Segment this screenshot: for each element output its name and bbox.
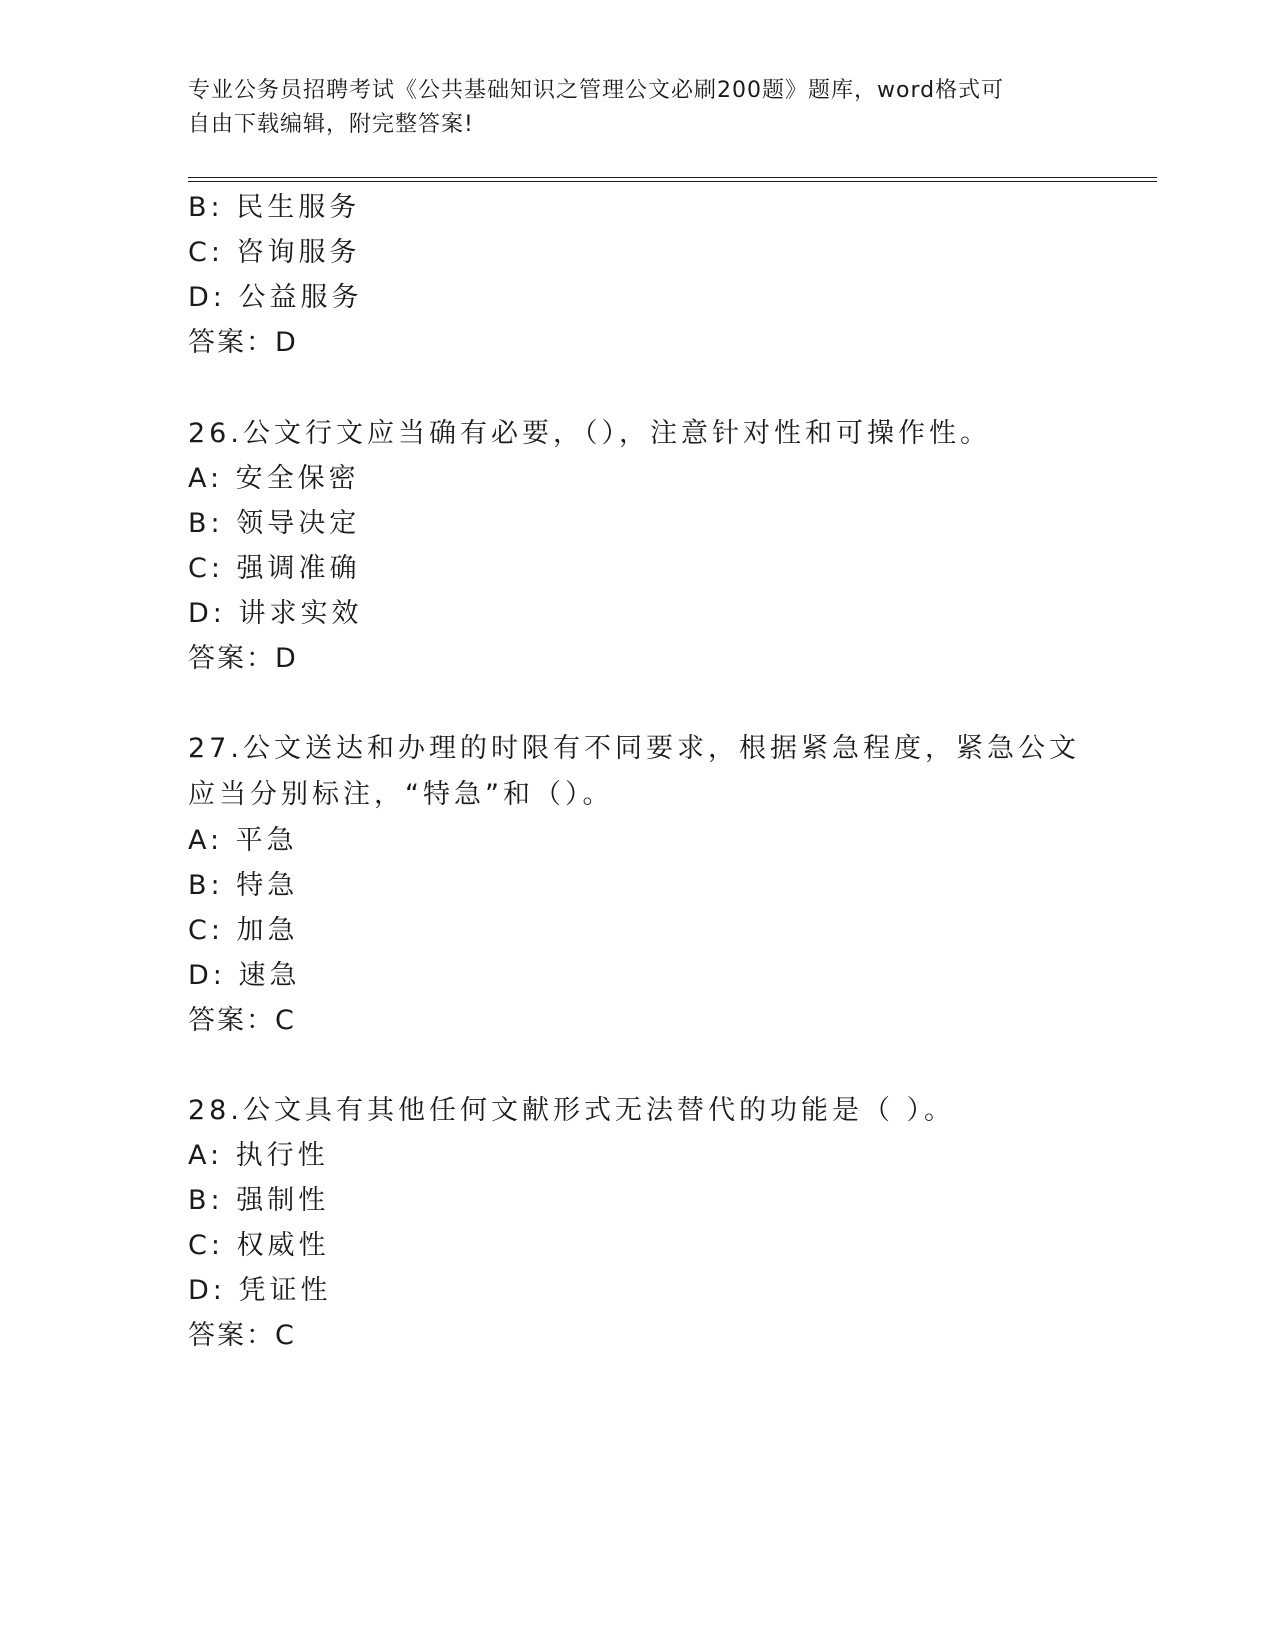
q27-answer: 答案：C: [188, 1005, 296, 1036]
q28-option-c: C: 权威性: [188, 1230, 330, 1261]
q27-option-b: B: 特急: [188, 870, 299, 901]
q27-option-a: A: 平急: [188, 825, 298, 856]
q27-option-c: C: 加急: [188, 915, 299, 946]
header-divider-top: [188, 177, 1157, 178]
q26-question: 26.公文行文应当确有必要，（），注意针对性和可操作性。: [188, 418, 991, 449]
q26-option-b: B: 领导决定: [188, 508, 361, 539]
q25-option-c: C: 咨询服务: [188, 237, 361, 268]
q28-option-d: D: 凭证性: [188, 1275, 332, 1306]
header-line-1: 专业公务员招聘考试《公共基础知识之管理公文必刷200题》题库，word格式可: [188, 78, 1005, 103]
q25-option-d: D: 公益服务: [188, 282, 363, 313]
q28-answer: 答案：C: [188, 1320, 296, 1351]
q26-option-a: A: 安全保密: [188, 463, 360, 494]
q26-answer: 答案：D: [188, 643, 298, 674]
document-header: [188, 74, 1088, 142]
q26-option-c: C: 强调准确: [188, 553, 361, 584]
q26-option-d: D: 讲求实效: [188, 598, 363, 629]
q28-option-a: A: 执行性: [188, 1140, 329, 1171]
q27-option-d: D: 速急: [188, 960, 301, 991]
q25-answer: 答案：D: [188, 327, 298, 358]
header-divider-bottom: [188, 181, 1157, 182]
q28-option-b: B: 强制性: [188, 1185, 330, 1216]
q27-question: 27.公文送达和办理的时限有不同要求，根据紧急程度，紧急公文应当分别标注，“特急”和（）。: [188, 733, 1080, 810]
q25-option-b: B: 民生服务: [188, 192, 361, 223]
header-line-2: 自由下载编辑，附完整答案!: [188, 112, 474, 137]
q28-question: 28.公文具有其他任何文献形式无法替代的功能是（ ）。: [188, 1095, 956, 1126]
